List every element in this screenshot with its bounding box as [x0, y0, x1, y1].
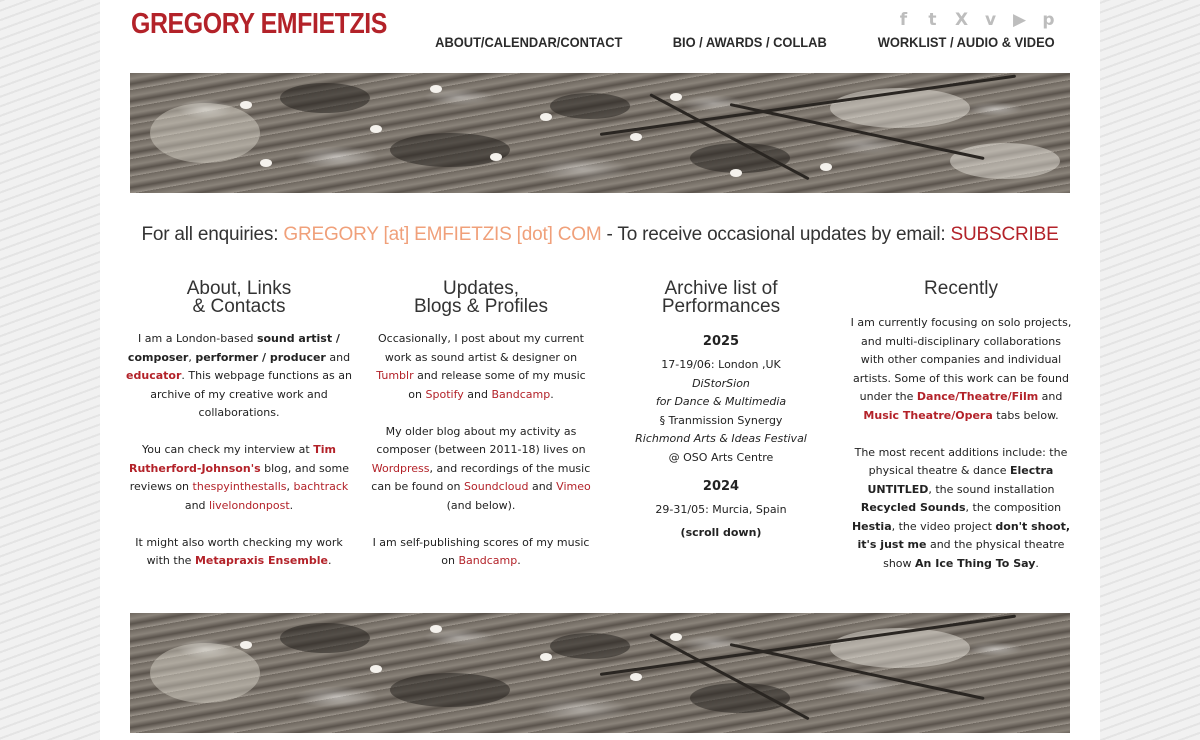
bandcamp-link[interactable]: Bandcamp: [491, 387, 551, 401]
column-title: Updates, Blogs & Profiles: [413, 278, 549, 317]
enquiry-prefix: For all enquiries:: [141, 224, 284, 245]
enquiry-line: [100, 224, 1100, 246]
vimeo-link[interactable]: Vimeo: [556, 480, 591, 493]
scroll-down-hint: (scroll down): [680, 526, 762, 539]
recent-additions-paragraph: The most recent additions include: the physical theatre & dance Electra UNTITLED, the sound installation Recycled Sounds, the composition Hestia, the video project don't shoot, it's just me and the physical theatre show An Ice Thing To Say.: [851, 445, 1071, 570]
site-logo[interactable]: GREGORY EMFIETZIS: [131, 8, 387, 40]
archive-entry-line: § Tranmission Synergy: [659, 413, 783, 427]
about-paragraph: I am a London-based sound artist / composer, performer / producer and educator. This webpage functions as an archive of my creative work and collaborations.: [126, 332, 352, 419]
tumblr-icon[interactable]: t: [928, 10, 937, 30]
archive-entry-line: DiStorSion: [692, 376, 750, 390]
nav-about-calendar-contact[interactable]: ABOUT/CALENDAR/CONTACT: [434, 34, 623, 50]
youtube-icon[interactable]: ▶: [1012, 10, 1027, 30]
page-container: [100, 0, 1100, 740]
educator-link[interactable]: educator: [126, 369, 182, 382]
archive-entry-line: 17-19/06: London ,UK: [661, 358, 781, 371]
nav-bio-awards-collab[interactable]: BIO / AWARDS / COLLAB: [672, 34, 827, 50]
facebook-icon[interactable]: f: [899, 10, 908, 30]
interview-paragraph: You can check my interview at Tim Rutherford-Johnson's blog, and some reviews on thespyinthestalls, bachtrack and livelondonpost.: [128, 443, 350, 512]
tumblr-link[interactable]: Tumblr: [376, 369, 414, 382]
review-link-livelondonpost[interactable]: livelondonpost: [209, 498, 290, 512]
x-twitter-icon[interactable]: X: [954, 10, 969, 30]
review-link-bachtrack[interactable]: bachtrack: [293, 480, 349, 493]
older-blog-paragraph: My older blog about my activity as composer (between 2011-18) lives on Wordpress, and recordings of the music can be found on Soundcloud and Vimeo (and below).: [371, 424, 591, 512]
main-nav: [427, 34, 1062, 50]
interview-link[interactable]: Tim Rutherford-Johnson's: [128, 443, 336, 475]
soundcloud-link[interactable]: Soundcloud: [464, 480, 529, 493]
column-title: Archive list of Performances: [661, 278, 781, 317]
bandcamp-scores-link[interactable]: Bandcamp: [458, 554, 518, 567]
column-about-links: [126, 280, 352, 589]
column-recently: [848, 280, 1074, 592]
archive-scroll-area[interactable]: [608, 330, 834, 516]
recently-paragraph: I am currently focusing on solo projects, and multi-disciplinary collaborations with other companies and individual artists. Some of this work can be found under the Dance/Theatre/Film and Music Theatre/Opera tabs below.: [850, 316, 1072, 422]
subscribe-link[interactable]: SUBSCRIBE: [950, 224, 1059, 245]
archive-entry-line: Richmond Arts & Ideas Festival: [635, 432, 807, 445]
column-title: Recently: [924, 278, 998, 299]
metapraxis-paragraph: It might also worth checking my work with the Metapraxis Ensemble.: [135, 535, 343, 567]
archive-year: 2025: [702, 334, 740, 349]
wordpress-link[interactable]: Wordpress: [371, 461, 430, 475]
column-updates-blogs: [368, 280, 594, 589]
archive-year: 2024: [702, 479, 740, 494]
archive-entry-line: @ OSO Arts Centre: [668, 450, 774, 464]
dance-theatre-film-link[interactable]: Dance/Theatre/Film: [916, 390, 1039, 403]
pinterest-icon[interactable]: p: [1042, 10, 1055, 30]
social-links: [894, 10, 1058, 30]
vimeo-icon[interactable]: v: [984, 10, 997, 30]
lily-pond-banner-bottom: [130, 613, 1070, 733]
metapraxis-link[interactable]: Metapraxis Ensemble: [194, 554, 328, 567]
archive-entry-line: for Dance & Multimedia: [655, 395, 787, 408]
spotify-link[interactable]: Spotify: [425, 387, 464, 401]
archive-entry-line: 29-31/05: Murcia, Spain: [655, 503, 787, 516]
column-archive-performances: [608, 280, 834, 543]
contact-email-link[interactable]: GREGORY [at] EMFIETZIS [dot] COM: [283, 224, 602, 245]
updates-paragraph: Occasionally, I post about my current work as sound artist & designer on Tumblr and release some of my music on Spotify and Bandcamp.: [376, 332, 586, 401]
scores-paragraph: I am self-publishing scores of my music on Bandcamp.: [372, 535, 590, 567]
lily-pond-banner-top: [130, 73, 1070, 193]
column-title: About, Links & Contacts: [186, 278, 292, 317]
music-theatre-opera-link[interactable]: Music Theatre/Opera: [863, 408, 993, 422]
enquiry-middle: - To receive occasional updates by email:: [601, 224, 951, 245]
nav-worklist-audio-video[interactable]: WORKLIST / AUDIO & VIDEO: [877, 34, 1055, 50]
review-link-thespyinthestalls[interactable]: thespyinthestalls: [192, 480, 287, 493]
